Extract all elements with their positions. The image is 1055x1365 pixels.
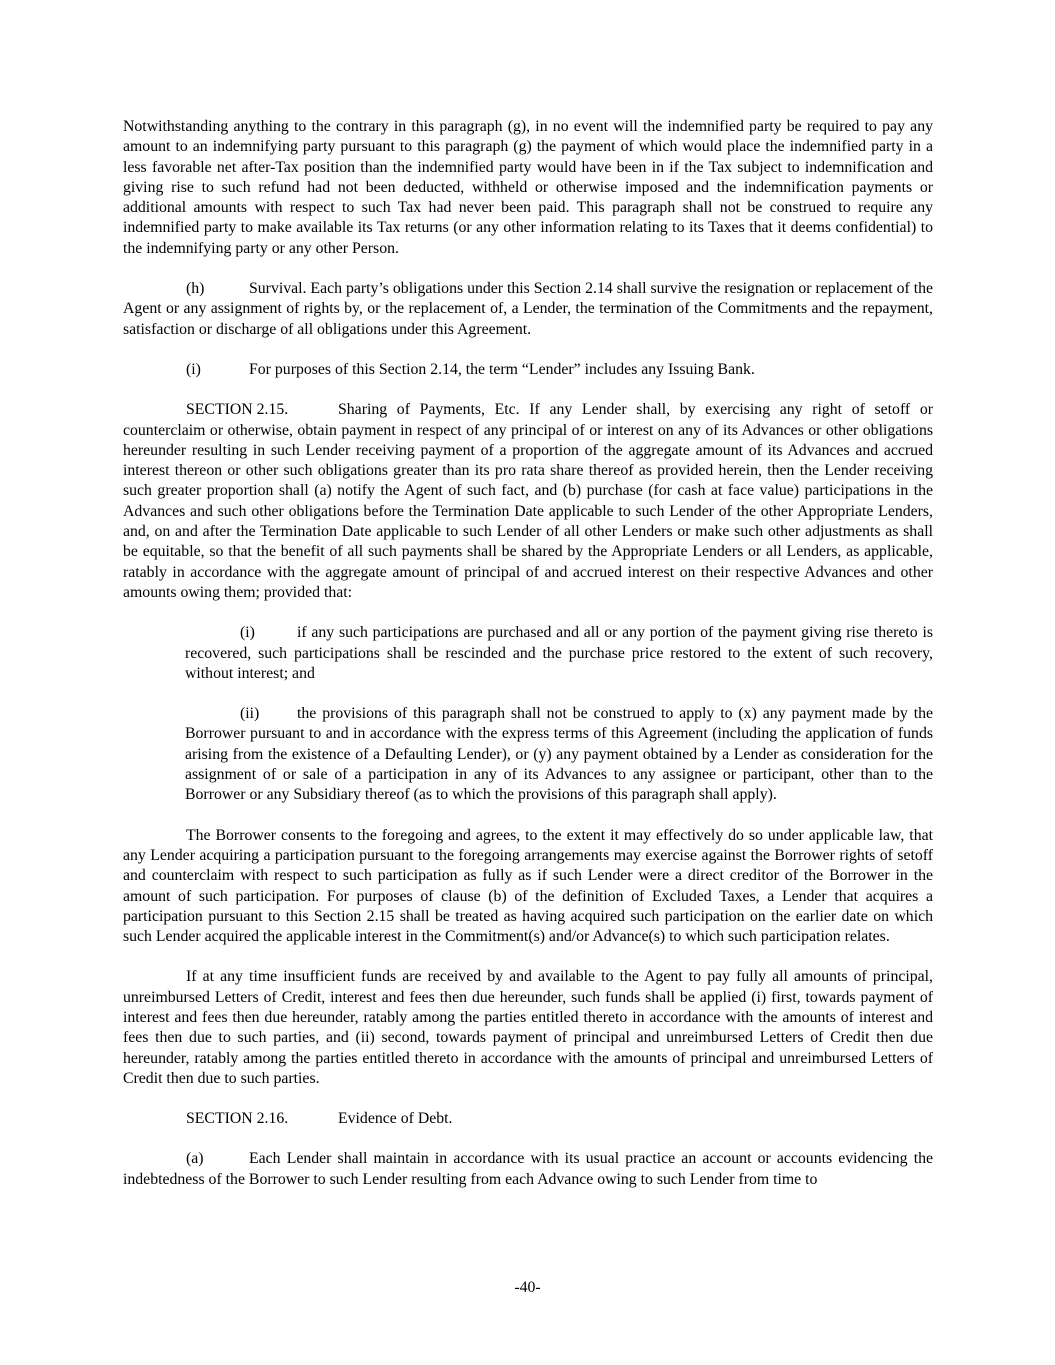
document-body bbox=[123, 117, 933, 1190]
paragraph-text: Evidence of Debt. bbox=[338, 1110, 453, 1128]
paragraph-text: Each Lender shall maintain in accordance with its usual practice an account or accounts evidencing the indebtedness of the Borrower to such Lender resulting from each Advance owing to such Lender from time to bbox=[123, 1150, 933, 1188]
paragraph-text: If at any time insufficient funds are received by and available to the Agent to pay fully all amounts of principal, unreimbursed Letters of Credit, interest and fees then due hereunder, such funds shall be applied (i) first, towards payment of interest and fees then due hereunder, ratably among the parties entitled thereto in accordance with the amounts of interest and fees then due to such parties, and (ii) second, towards payment of principal and unreimbursed Letters of Credit then due hereunder, ratably among the parties entitled thereto in accordance with the amounts of principal and unreimbursed Letters of Credit then due to such parties. bbox=[123, 968, 933, 1087]
clause-label: (a) bbox=[186, 1150, 204, 1168]
section-label: SECTION 2.16. bbox=[186, 1110, 289, 1128]
clause-label: (i) bbox=[186, 360, 201, 378]
paragraph-text: Sharing of Payments, Etc. If any Lender shall, by exercising any right of setoff or counterclaim or otherwise, obtain payment in respect of any principal of or interest on any of its Advances or other obligations hereunder resulting in such Lender receiving payment of a proportion of the aggregate amount of its Advances and accrued interest thereon or other such obligations greater than its pro rata share thereof as provided herein, then the Lender receiving such greater proportion shall (a) notify the Agent of such fact, and (b) purchase (for cash at face value) participations in the Advances and such other obligations before the Termination Date applicable to such Lender of the other Appropriate Lenders, and, on and after the Termination Date applicable to such Lender of all other Lenders or make such other adjustments as shall be equitable, so that the benefit of all such payments shall be shared by the Appropriate Lenders or all Lenders, as applicable, ratably in accordance with the aggregate amount of principal of and accrued interest on their respective Advances and other amounts owing them; provided that: bbox=[123, 401, 933, 601]
section-label: SECTION 2.15. bbox=[186, 401, 289, 419]
paragraph-text: The Borrower consents to the foregoing and agrees, to the extent it may effectively do so under applicable law, that any Lender acquiring a participation pursuant to the foregoing arrangements may exercise against the Borrower rights of setoff and counterclaim with respect to such participation as fully as if such Lender were a direct creditor of the Borrower in the amount of such participation. For purposes of clause (b) of the definition of Excluded Taxes, a Lender that acquires a participation pursuant to this Section 2.15 shall be treated as having acquired such participation on the earlier date on which such Lender acquired the applicable interest in the Commitment(s) and/or Advance(s) to which such participation relates. bbox=[123, 826, 933, 946]
paragraph-h-survival bbox=[123, 279, 933, 340]
page-number: -40- bbox=[514, 1279, 541, 1296]
paragraph-text: Notwithstanding anything to the contrary in this paragraph (g), in no event will the indemnified party be required to pay any amount to an indemnifying party pursuant to this paragraph (g) the payment of which would place the indemnified party in a less favorable net after-Tax position than the indemnified party would have been in if the Tax subject to indemnification and giving rise to such refund had not been deducted, withheld or otherwise imposed and the indemnification payments or additional amounts with respect to such Tax had never been paid. This paragraph shall not be construed to require any indemnified party to make available its Tax returns (or any other information relating to its Taxes that it deems confidential) to the indemnifying party or any other Person. bbox=[123, 118, 933, 257]
paragraph-a-each-lender-account bbox=[123, 1149, 933, 1190]
paragraph-text: if any such participations are purchased and all or any portion of the payment giving rise thereto is recovered, such participations shall be rescinded and the purchase price restored to the extent of such recovery, without interest; and bbox=[185, 624, 933, 682]
paragraph-text: For purposes of this Section 2.14, the term “Lender” includes any Issuing Bank. bbox=[249, 360, 755, 378]
clause-label: (ii) bbox=[240, 705, 260, 723]
subclause-ii-provisions-not-construed bbox=[185, 704, 933, 805]
clause-label: (h) bbox=[186, 280, 205, 298]
section-2-16-evidence-of-debt bbox=[123, 1109, 933, 1129]
subclause-i-participations-rescinded bbox=[185, 623, 933, 684]
paragraph-continuation-indemnity bbox=[123, 117, 933, 259]
section-2-15-sharing-of-payments bbox=[123, 400, 933, 603]
clause-label: (i) bbox=[240, 624, 255, 642]
paragraph-text: the provisions of this paragraph shall not be construed to apply to (x) any payment made by the Borrower pursuant to and in accordance with the express terms of this Agreement (including the application of funds arising from the existence of a Defaulting Lender), or (y) any payment obtained by a Lender as consideration for the assignment of or sale of a participation in any of its Advances to any assignee or participant, other than to the Borrower or any Subsidiary thereof (as to which the provisions of this paragraph shall apply). bbox=[185, 705, 933, 804]
paragraph-borrower-consents bbox=[123, 826, 933, 948]
paragraph-i-lender-definition bbox=[123, 360, 933, 380]
paragraph-insufficient-funds bbox=[123, 967, 933, 1089]
paragraph-text: Survival. Each party’s obligations under this Section 2.14 shall survive the resignation or replacement of the Agent or any assignment of rights by, or the replacement of, a Lender, the termination of the Commitments and the repayment, satisfaction or discharge of all obligations under this Agreement. bbox=[123, 280, 933, 338]
